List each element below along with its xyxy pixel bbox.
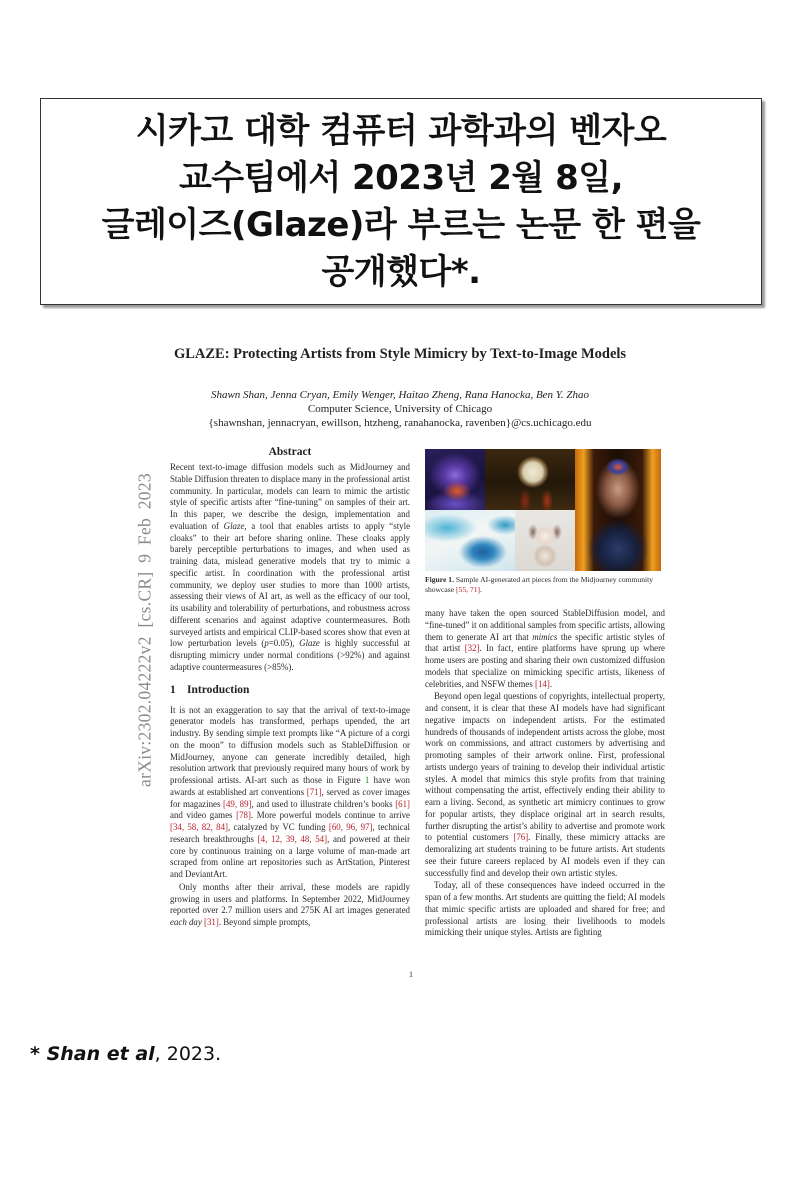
fantasy-ship-image: [425, 449, 485, 510]
moonlit-hall-image: [485, 449, 575, 510]
abstract-heading: Abstract: [268, 446, 312, 458]
author-names: Shawn Shan, Jenna Cryan, Emily Wenger, Haitao Zheng, Rana Hanocka, Ben Y. Zhao: [210, 389, 590, 401]
figure-1-collage: [425, 449, 661, 571]
citation-link[interactable]: [14]: [535, 678, 550, 689]
citation-link[interactable]: [49, 89]: [223, 798, 252, 809]
author-emails: {shawnshan, jennacryan, ewillson, htzheng, ranahanocka, ravenben}@cs.uchicago.edu: [208, 417, 592, 429]
paper-authors-block: [140, 388, 660, 430]
page-number: 1: [409, 970, 413, 979]
headline-line-2: 교수팀에서 2023년 2월 8일,: [178, 157, 624, 198]
intro-paragraph-2: Only months after their arrival, these models are rapidly growing in users and platforms. In September 2022, MidJourney reported over 2.7 million users and 275K AI art images generated each day [31]. Beyond simple prompts,: [170, 881, 410, 927]
intro-paragraph-5: Today, all of these consequences have indeed occurred in the span of a few months. Art students are quitting the field; AI models that mimic specific artists are uploaded and shared for free; and professional artists are losing their livelihoods to models mimicking their unique styles. Artists are fighting: [425, 880, 665, 938]
citation-link[interactable]: [32]: [464, 643, 480, 654]
citation-link[interactable]: [4, 12, 39, 48, 54]: [257, 833, 328, 844]
cartoon-puppy-image: [515, 510, 575, 571]
affiliation: Computer Science, University of Chicago: [307, 403, 493, 415]
figure-ref-link[interactable]: 1: [364, 775, 370, 785]
citation-link[interactable]: [31]: [204, 917, 219, 927]
citation-link[interactable]: [78]: [236, 810, 251, 821]
headline-line-3: 글레이즈(Glaze)라 부르는 논문 한 편을: [101, 204, 701, 245]
headline-box: [40, 98, 762, 305]
blue-ink-abstract-image: [425, 510, 515, 571]
headline-line-1: 시카고 대학 컴퓨터 과학과의 벤자오: [135, 110, 667, 151]
citation-link[interactable]: [60, 96, 97]: [328, 822, 373, 832]
right-column: [425, 608, 665, 939]
citation-link[interactable]: [61]: [395, 798, 410, 809]
ornate-woman-portrait-image: [575, 449, 661, 571]
figure-caption: Figure 1. Sample AI-generated art pieces from the Midjourney community showcase [55, 71].: [425, 575, 654, 594]
abstract-text: Recent text-to-image diffusion models such as MidJourney and Stable Diffusion threaten to displace many in the professional artist community. In particular, models can learn to mimic the artistic style of specific artists after “fine-tuning” on samples of their art. In this paper, we describe the design, implementation and evaluation of Glaze, a tool that enables artists to apply “style cloaks” to their art before sharing online. These cloaks apply barely perceptible perturbations to images, and when used as training data, mislead generative models that try to mimic a specific artist. In coordination with the professional artist community, we deploy user studies to more than 1000 artists, assessing their views of AI art, as well as the efficacy of our tool, its usability and tolerability of perturbations, and robustness across different scenarios and against adaptive countermeasures. Both surveyed artists and empirical CLIP-based scores show that even at low perturbation levels (p=0.05), Glaze is highly successful at disrupting mimicry under normal conditions (>92%) and against adaptive countermeasures (>85%).: [170, 462, 411, 672]
citation-link[interactable]: [55, 71]: [456, 584, 481, 594]
introduction-heading: 1 Introduction: [170, 683, 250, 696]
citation-link[interactable]: [34, 58, 82, 84]: [170, 822, 228, 832]
headline-line-4: 공개했다*.: [321, 251, 481, 292]
intro-paragraph-4: Beyond open legal questions of copyrights, intellectual property, and consent, it is clear that these AI models have had significant negative impacts on independent artists. For the estimated hundreds of thousands of independent artists across the globe, most work on commissions, and attract customers by advertising and promoting samples of their artwork online. First, professional artists undergo years of training to develop their individual artistic styles. A model that mimics this style profits from that training without compensating the artist, effectively ending their ability to earn a living. Second, as synthetic art mimicry continues to grow for popular artists, they displace original art in search results, further disrupting the artist’s ability to advertise and promote work to potential customers [76]. Finally, these mimicry attacks are demoralizing art students training to be future artists. Art students see their future careers replaced by AI models even if they can successfully find and develop their own artistic styles.: [425, 691, 665, 878]
left-column: [170, 446, 410, 929]
citation-link[interactable]: [71]: [306, 786, 322, 797]
paper-title: GLAZE: Protecting Artists from Style Mimicry by Text-to-Image Models: [173, 346, 627, 362]
intro-paragraph-1: It is not an exaggeration to say that the arrival of text-to-image generator models has transformed, perhaps upended, the art industry. By sending simple text prompts like “A picture of a corgi on the moon” to diffusion models such as StableDiffusion or MidJourney, anyone can generate incredibly detailed, high resolution artwork that previously required many hours of work by professional artists. AI-art such as those in Figure 1 have won awards at established art conventions [71], served as cover images for magazines [49, 89], and used to illustrate children’s books [61] and video games [78]. More powerful models continue to arrive [34, 58, 82, 84], catalyzed by VC funding [60, 96, 97], technical research breakthroughs [4, 12, 39, 48, 54], and powered at their core by continuous training on a large volume of man-made art scraped from online art repositories such as ArtStation, Pinterest and DeviantArt.: [170, 704, 411, 879]
citation-link[interactable]: [76]: [513, 832, 529, 843]
intro-paragraph-3: many have taken the open sourced StableDiffusion model, and “fine-tuned” it on additional samples from specific artists, allowing them to generate AI art that mimics the specific artistic styles of that artist [32]. In fact, entire platforms have sprung up where home users are posting and sharing their own customized diffusion models that specialize on mimicking specific artists, likeness of celebrities, and NSFW themes [14].: [425, 608, 665, 689]
footnote-citation: * Shan et al, 2023.: [30, 1043, 222, 1065]
arxiv-stamp-text: arXiv:2302.04222v2 [cs.CR] 9 Feb 2023: [134, 473, 155, 787]
